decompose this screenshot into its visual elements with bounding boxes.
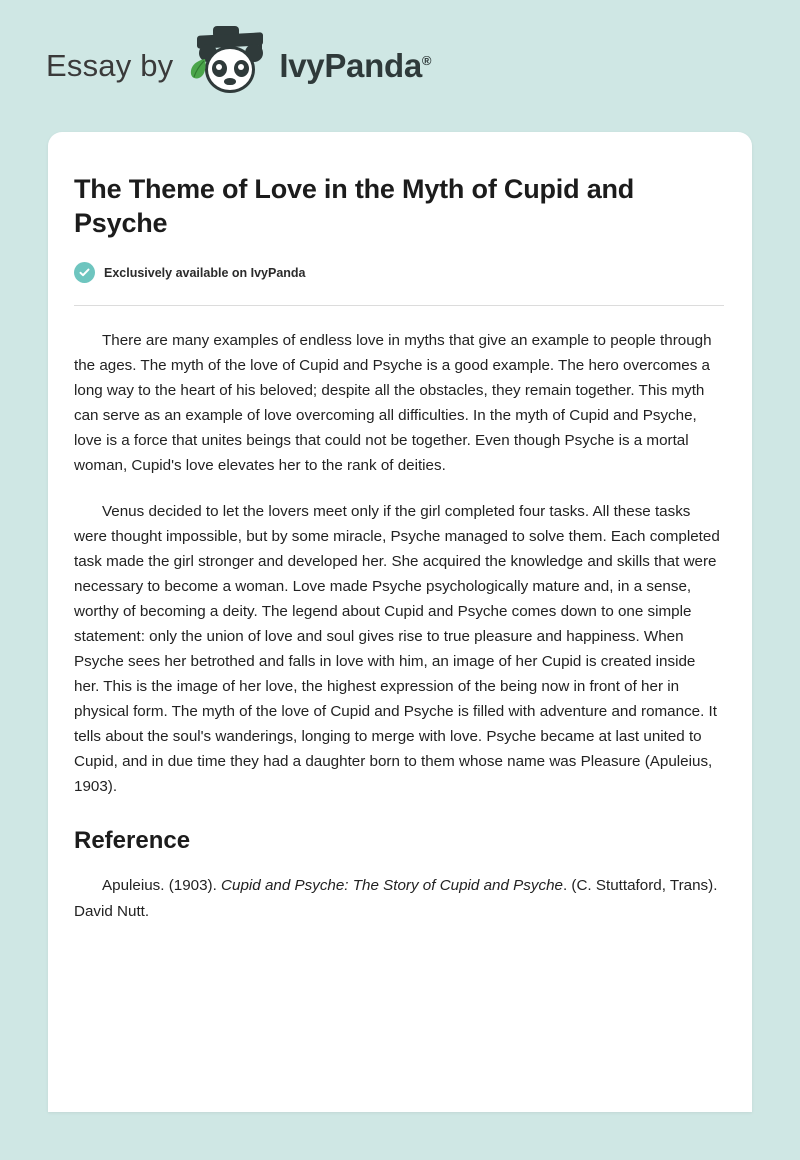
brand-name (279, 47, 431, 85)
page-header (0, 0, 800, 132)
reference-author-year: Apuleius. (1903). (102, 877, 222, 895)
paragraph: There are many examples of endless love in myths that give an example to people through the ages. The myth of the love of Cupid and Psyche is a good example. The hero overcomes a long way to the heart of his beloved; despite all the obstacles, they remain together. This myth can serve as an example of love overcoming all difficulties. In the myth of Cupid and Psyche, love is a force that unites beings that could not be together. Even though Psyche is a mortal woman, Cupid's love elevates her to the rank of deities. (74, 332, 712, 475)
page-title: The Theme of Love in the Myth of Cupid and Psyche (74, 174, 635, 239)
leaf-icon (189, 58, 207, 80)
registered-mark: ® (421, 53, 432, 68)
document-card (48, 132, 752, 1112)
reference-heading: Reference (74, 827, 191, 855)
reference-item (74, 873, 724, 923)
paragraph: Venus decided to let the lovers meet only if the girl completed four tasks. All these tasks were thought impossible, but by some miracle, Psyche managed to solve them. Each completed task made the girl stronger and developed her. She acquired the knowledge and skills that were necessary to become a woman. Love made Psyche psychologically mature and, in a sense, worthy of becoming a deity. The legend about Cupid and Psyche comes down to one simple statement: only the union of love and soul gives rise to true pleasure and happiness. When Psyche sees her betrothed and falls in love with him, an image of her Cupid is created inside her. This is the image of her love, the highest expression of the being now in front of her in physical form. The myth of the love of Cupid and Psyche is filled with adventure and romance. It tells about the soul's wanderings, longing to merge with love. Psyche became at last united to Cupid, and in due time they had a daughter born to them whose name was Pleasure (Apuleius, 1903). (74, 502, 720, 796)
brand-logo[interactable] (187, 32, 431, 100)
check-circle-icon (74, 262, 95, 283)
divider (74, 305, 724, 306)
essay-body (74, 328, 724, 799)
brand-name-text: IvyPanda (279, 47, 422, 84)
reference-publisher: . (C. Stuttaford, Trans). David Nutt. (74, 877, 718, 920)
status-badge (74, 262, 724, 283)
panda-graduation-cap-icon (187, 32, 273, 100)
status-badge-label: Exclusively available on IvyPanda (104, 265, 306, 280)
reference-work-title: Cupid and Psyche: The Story of Cupid and Psyche (221, 877, 563, 895)
reference-list (74, 873, 724, 923)
essay-by-label: Essay by (46, 48, 174, 83)
